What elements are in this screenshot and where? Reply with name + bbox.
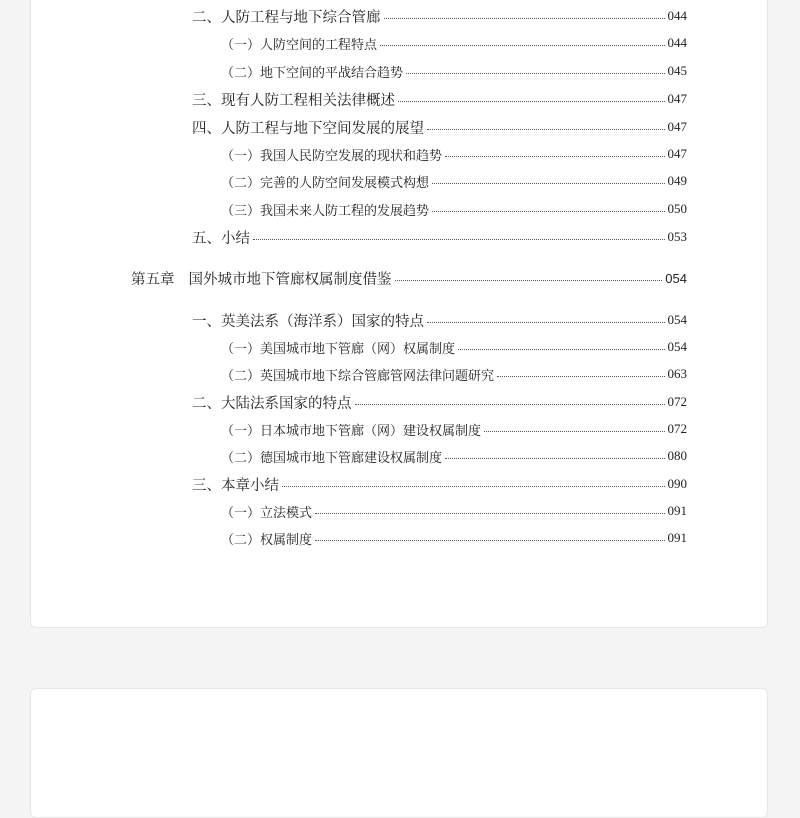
toc-entry-page: 091 [667,503,687,518]
chapter-number: 第五章 [131,271,175,288]
next-page-card [30,688,768,818]
toc-entry-page: 047 [667,119,687,134]
dot-leader [432,183,664,184]
toc-entry-page: 054 [665,270,687,286]
dot-leader [398,101,665,102]
dot-leader [484,431,664,432]
toc-entry-page: 054 [667,339,687,354]
toc-entry-title: 四、人防工程与地下空间发展的展望 [192,120,424,137]
toc-entry-title: （二）德国城市地下管廊建设权属制度 [221,450,443,466]
toc-entry-page: 072 [667,394,687,409]
toc-entry-title: 二、大陆法系国家的特点 [192,395,352,412]
dot-leader [445,156,664,157]
toc-entry-page: 049 [667,173,687,188]
toc-entry-page: 072 [667,421,687,436]
toc-entry-page: 054 [667,312,687,327]
toc-entry[interactable] [221,363,687,385]
dot-leader [395,280,663,281]
toc-entry[interactable] [221,418,687,440]
dot-leader [445,458,664,459]
toc-entry[interactable] [192,391,687,413]
toc-entry-page: 091 [667,530,687,545]
toc-entry[interactable] [192,88,687,110]
toc-entry-title: （二）英国城市地下综合管廊管网法律问题研究 [221,368,495,384]
toc-entry-title: （一）立法模式 [221,505,313,521]
dot-leader [497,376,664,377]
toc-entry-title: （二）权属制度 [221,532,313,548]
toc-entry-title: 三、现有人防工程相关法律概述 [192,92,395,109]
dot-leader [315,540,664,541]
toc-entry-page: 080 [667,448,687,463]
toc-entry-title: 二、人防工程与地下综合管廊 [192,9,381,26]
dot-leader [315,513,664,514]
toc-entry[interactable] [192,226,687,248]
toc-entry-page: 053 [667,229,687,244]
toc-entry-page: 050 [667,201,687,216]
toc-entry[interactable] [221,445,687,467]
toc-entry-page: 090 [667,476,687,491]
dot-leader [406,73,664,74]
toc-entry-page: 047 [667,146,687,161]
toc-entry[interactable] [192,5,687,27]
dot-leader [384,18,665,19]
dot-leader [432,211,664,212]
toc-entry[interactable] [221,143,687,165]
toc-entry[interactable] [221,527,687,549]
toc-entry[interactable] [192,473,687,495]
toc-entry-title: （一）人防空间的工程特点 [221,37,378,53]
toc-entry[interactable] [221,500,687,522]
toc-entry-page: 045 [667,63,687,78]
toc-page-card [30,0,768,628]
dot-leader [380,45,664,46]
toc-entry[interactable] [192,309,687,331]
toc-entry[interactable] [221,60,687,82]
chapter-name: 国外城市地下管廊权属制度借鉴 [188,271,392,288]
toc-entry[interactable] [221,170,687,192]
dot-leader [253,239,665,240]
dot-leader [458,349,664,350]
toc-entry-title: （一）日本城市地下管廊（网）建设权属制度 [221,423,482,439]
toc-chapter-title [131,268,392,289]
toc-entry-title: 五、小结 [192,230,250,247]
toc-entry[interactable] [221,32,687,54]
toc-entry-page: 047 [667,91,687,106]
toc-entry-page: 044 [667,35,687,50]
toc-entry[interactable] [221,336,687,358]
toc-entry-title: 一、英美法系（海洋系）国家的特点 [192,313,424,330]
toc-entry[interactable] [221,198,687,220]
dot-leader [427,322,665,323]
toc-entry-title: （二）完善的人防空间发展模式构想 [221,175,430,191]
toc-entry-title: （一）我国人民防空发展的现状和趋势 [221,148,443,164]
dot-leader [427,129,665,130]
toc-entry-title: （二）地下空间的平战结合趋势 [221,65,404,81]
dot-leader [282,486,665,487]
toc-chapter-entry[interactable] [131,267,687,289]
toc-entry-title: （一）美国城市地下管廊（网）权属制度 [221,341,456,357]
toc-entry-title: （三）我国未来人防工程的发展趋势 [221,203,430,219]
toc-entry-title: 三、本章小结 [192,477,279,494]
dot-leader [355,404,665,405]
toc-entry-page: 044 [667,8,687,23]
toc-entry[interactable] [192,116,687,138]
toc-entry-page: 063 [667,366,687,381]
